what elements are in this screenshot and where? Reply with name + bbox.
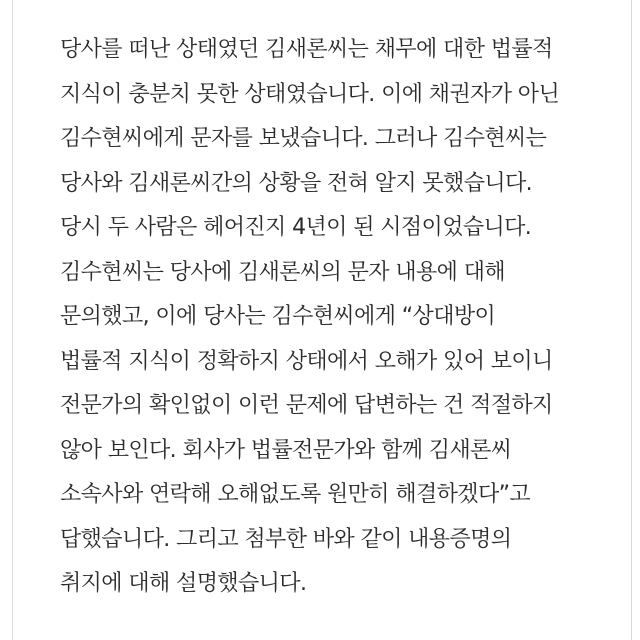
text-line: 전문가의 확인없이 이런 문제에 답변하는 건 적절하지 [60, 393, 553, 418]
text-line: 답했습니다. 그리고 첨부한 바와 같이 내용증명의 [60, 526, 512, 552]
text-line: 당사를 떠난 상태였던 김새론씨는 채무에 대한 법률적 [60, 37, 553, 62]
text-line: 않아 보인다. 회사가 법률전문가와 함께 김새론씨 [60, 437, 512, 463]
text-line: 소속사와 연락해 오해없도록 원만히 해결하겠다”고 [60, 482, 531, 507]
text-line: 지식이 충분치 못한 상태였습니다. 이에 채권자가 아닌 [60, 81, 560, 107]
statement-paragraph [60, 28, 630, 607]
text-line: 법률적 지식이 정확하지 상태에서 오해가 있어 보이니 [60, 348, 553, 374]
text-line: 김수현씨에게 문자를 보냈습니다. 그러나 김수현씨는 [60, 126, 547, 151]
text-line: 김수현씨는 당사에 김새론씨의 문자 내용에 대해 [60, 259, 506, 285]
text-line: 당사와 김새론씨간의 상황을 전혀 알지 못했습니다. [60, 170, 533, 196]
text-line: 문의했고, 이에 당사는 김수현씨에게 “상대방이 [60, 304, 496, 329]
text-line: 취지에 대해 설명했습니다. [60, 571, 307, 596]
text-line: 당시 두 사람은 헤어진지 4년이 된 시점이었습니다. [60, 215, 532, 240]
